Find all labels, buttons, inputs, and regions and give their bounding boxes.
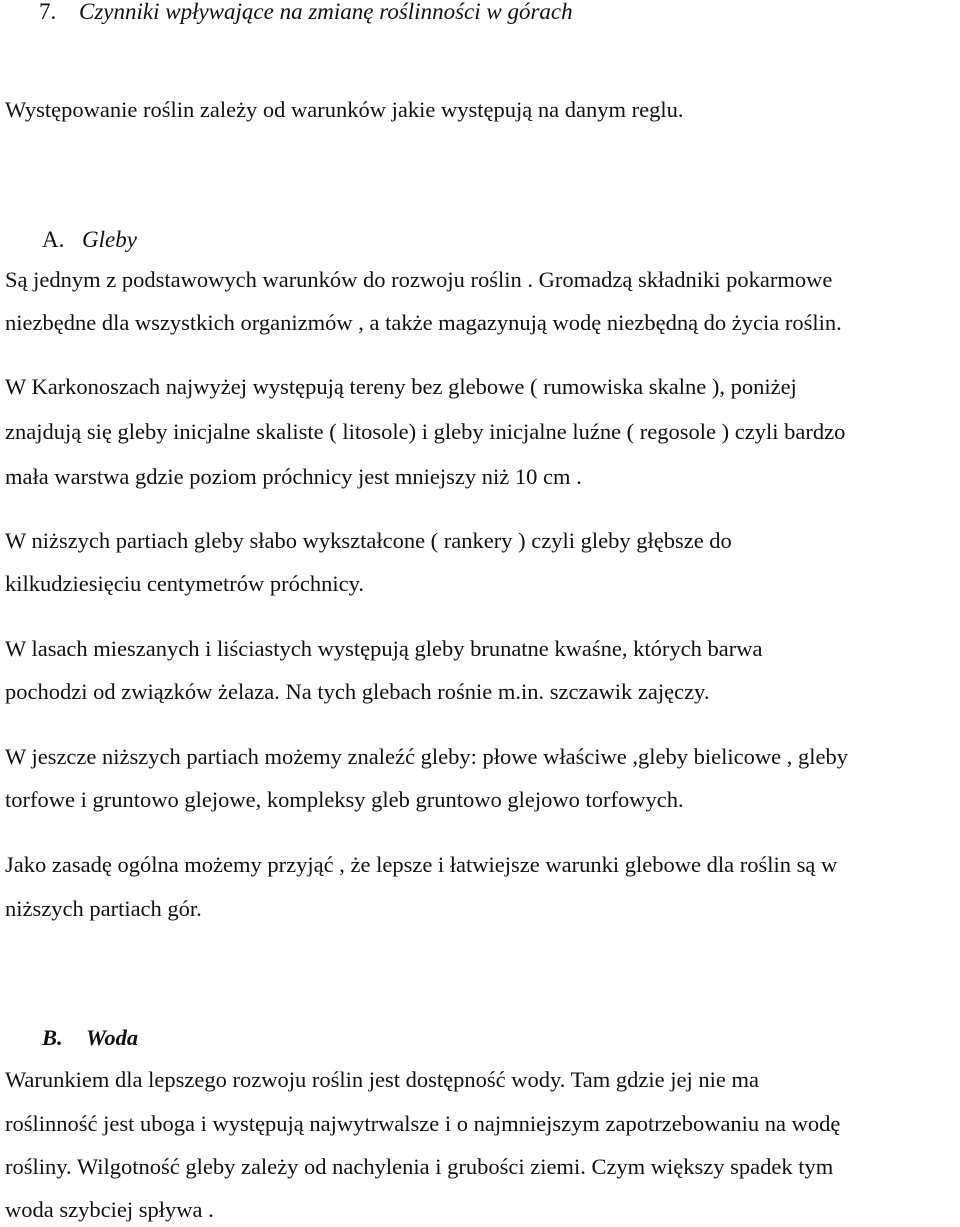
text-line: rośliny. Wilgotność gleby zależy od nachylenia i grubości ziemi. Czym większy spadek tym	[5, 1154, 834, 1179]
text-line: Są jednym z podstawowych warunków do rozwoju roślin . Gromadzą składniki pokarmowe	[5, 267, 833, 292]
subsection-title-a: Gleby	[82, 227, 137, 252]
heading-title: Czynniki wpływające na zmianę roślinności w górach	[79, 0, 573, 24]
text-line: woda szybciej spływa .	[5, 1197, 214, 1222]
subsection-heading-a	[42, 228, 137, 251]
text-line: znajdują się gleby inicjalne skaliste ( litosole) i gleby inicjalne luźne ( regosole ) czyli bardzo	[5, 419, 846, 444]
section-heading	[39, 0, 573, 23]
subsection-letter-a: A.	[42, 227, 65, 252]
text-line: mała warstwa gdzie poziom próchnicy jest mniejszy niż 10 cm .	[5, 464, 582, 489]
subsection-title-b: Woda	[86, 1025, 139, 1050]
text-line: W lasach mieszanych i liściastych występują gleby brunatne kwaśne, których barwa	[5, 636, 763, 661]
text-line: kilkudziesięciu centymetrów próchnicy.	[5, 571, 365, 596]
text-line: Warunkiem dla lepszego rozwoju roślin jest dostępność wody. Tam gdzie jej nie ma	[5, 1067, 759, 1092]
text-line: pochodzi od związków żelaza. Na tych glebach rośnie m.in. szczawik zajęczy.	[5, 679, 710, 704]
text-line: W jeszcze niższych partiach możemy znaleźć gleby: płowe właściwe ,gleby bielicowe , gleby	[5, 744, 848, 769]
text-line: W Karkonoszach najwyżej występują tereny bez glebowe ( rumowiska skalne ), poniżej	[5, 374, 797, 399]
text-line: Jako zasadę ogólna możemy przyjąć , że lepsze i łatwiejsze warunki glebowe dla roślin są w	[5, 852, 838, 877]
text-line: niższych partiach gór.	[5, 896, 202, 921]
text-line: W niższych partiach gleby słabo wykształcone ( rankery ) czyli gleby głębsze do	[5, 528, 732, 553]
text-line: roślinność jest uboga i występują najwytrwalsze i o najmniejszym zapotrzebowaniu na wodę	[5, 1111, 841, 1136]
text-line: torfowe i gruntowo glejowe, kompleksy gleb gruntowo glejowo torfowych.	[5, 787, 684, 812]
subsection-letter-b: B.	[42, 1025, 63, 1050]
subsection-heading-b	[42, 1027, 138, 1050]
heading-number: 7.	[39, 0, 57, 24]
intro-paragraph: Występowanie roślin zależy od warunków jakie występują na danym reglu.	[5, 97, 684, 122]
text-line: niezbędne dla wszystkich organizmów , a także magazynują wodę niezbędną do życia roślin.	[5, 310, 842, 335]
